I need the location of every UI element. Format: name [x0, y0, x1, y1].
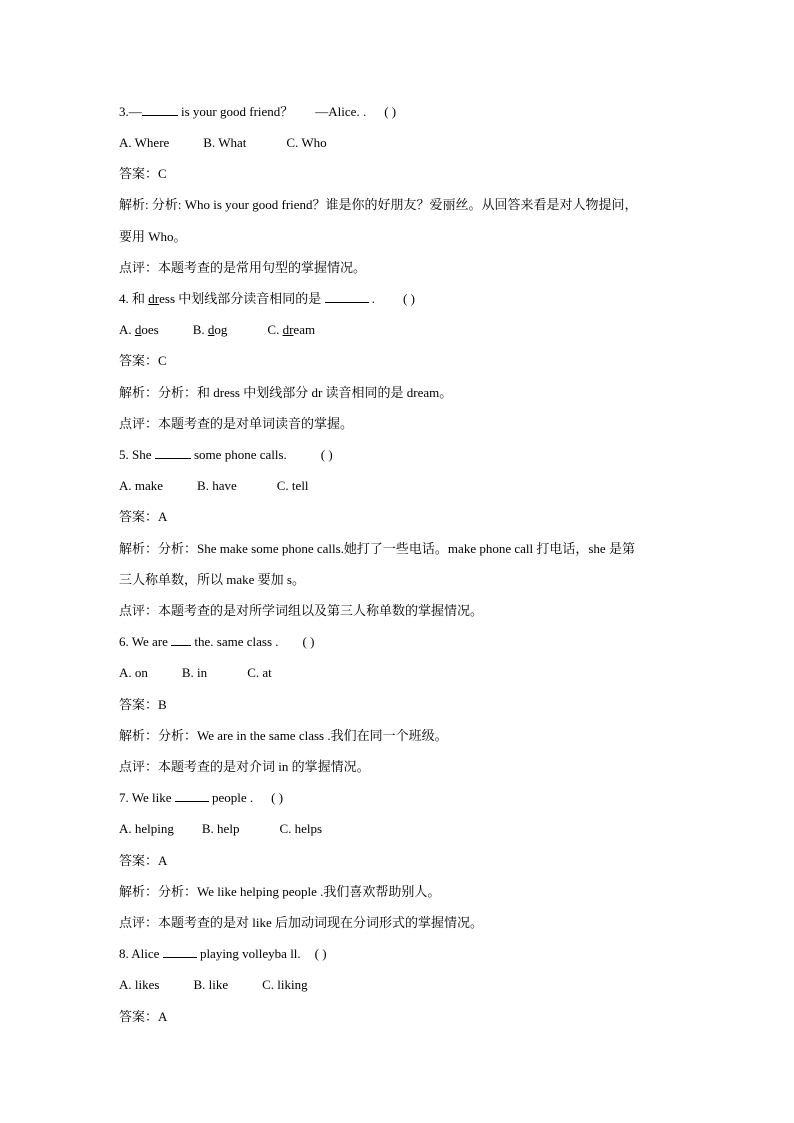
q6-analysis: 解析：分析：We are in the same class .我们在同一个班级。: [119, 728, 448, 743]
q4-answer: 答案：C: [119, 353, 167, 368]
q5-stem: 5. She some phone calls. ( ): [119, 447, 333, 462]
q3-options: A. Where B. What C. Who: [119, 135, 327, 150]
q6-stem: 6. We are the. same class . ( ): [119, 634, 315, 649]
q6-answer: 答案：B: [119, 697, 167, 712]
q6-blank: [171, 633, 191, 646]
q3-stem: 3.— is your good friend？ —Alice. . ( ): [119, 104, 397, 119]
q3-comment: 点评：本题考查的是常用句型的掌握情况。: [119, 260, 367, 275]
q6-options: A. on B. in C. at: [119, 665, 272, 680]
q3-analysis-line-1: 解析: 分析: Who is your good friend？谁是你的好朋友？爱丽丝。从回答来看是对人物提问，: [119, 197, 638, 212]
q3-answer: 答案：C: [119, 166, 167, 181]
q5-analysis-line-1: 解析：分析：She make some phone calls.她打了一些电话。make phone call 打电话，she 是第: [119, 541, 635, 556]
q7-blank: [175, 789, 209, 802]
q7-stem: 7. We like people . ( ): [119, 790, 284, 805]
q8-stem: 8. Alice playing volleyba ll. ( ): [119, 946, 327, 961]
q4-stem: 4. 和 dress 中划线部分读音相同的是 . ( ): [119, 291, 415, 306]
q4-comment: 点评：本题考查的是对单词读音的掌握。: [119, 416, 354, 431]
q5-answer: 答案：A: [119, 509, 168, 524]
q5-blank: [155, 446, 191, 459]
q5-analysis-line-2: 三人称单数，所以 make 要加 s。: [119, 572, 305, 587]
q3-analysis-line-2: 要用 Who。: [119, 229, 187, 244]
q8-blank: [163, 945, 197, 958]
q7-comment: 点评：本题考查的是对 like 后加动词现在分词形式的掌握情况。: [119, 915, 483, 930]
q3-blank: [142, 103, 178, 116]
q8-options: A. likes B. like C. liking: [119, 977, 308, 992]
q7-analysis: 解析：分析：We like helping people .我们喜欢帮助别人。: [119, 884, 441, 899]
q8-answer: 答案：A: [119, 1009, 168, 1024]
q7-answer: 答案：A: [119, 853, 168, 868]
q4-analysis: 解析：分析：和 dress 中划线部分 dr 读音相同的是 dream。: [119, 385, 453, 400]
q5-comment: 点评：本题考查的是对所学词组以及第三人称单数的掌握情况。: [119, 603, 484, 618]
q5-options: A. make B. have C. tell: [119, 478, 309, 493]
q4-blank: [325, 290, 369, 303]
q6-comment: 点评：本题考查的是对介词 in 的掌握情况。: [119, 759, 370, 774]
q7-options: A. helping B. help C. helps: [119, 821, 323, 836]
q4-options: A. does B. dog C. dream: [119, 322, 316, 337]
